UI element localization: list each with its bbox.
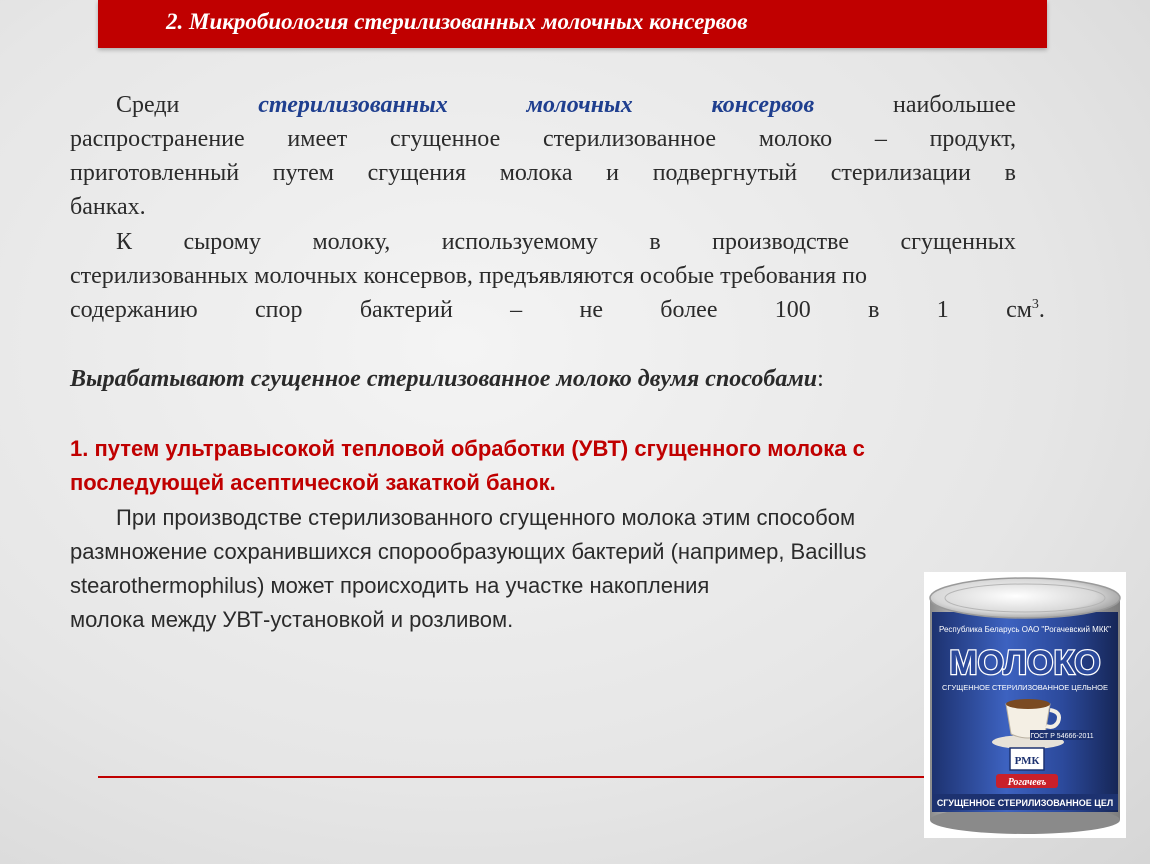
unit-label: см xyxy=(1006,297,1032,323)
word: и xyxy=(606,160,620,186)
word: стерилизации xyxy=(830,160,971,186)
word: сгущенных xyxy=(900,229,1016,255)
word: 100 xyxy=(774,297,811,323)
highlighted-term: молочных xyxy=(526,92,633,118)
paragraph1-line2 xyxy=(70,122,1016,156)
method1-line1: 1. путем ультравысокой тепловой обработки (УВТ) сгущенного молока с xyxy=(70,436,865,461)
word: производстве xyxy=(712,229,850,255)
word: продукт, xyxy=(929,126,1016,152)
footer-rule xyxy=(98,776,938,778)
word: сырому xyxy=(183,229,261,255)
word: имеет xyxy=(287,126,348,152)
rmk-logo-text: РМК xyxy=(1014,755,1040,767)
word: молоко xyxy=(758,126,833,152)
brand-banner-text: Рогачевъ xyxy=(1007,777,1047,788)
brand-wordmark: МОЛОКО xyxy=(949,644,1101,682)
highlighted-term: консервов xyxy=(711,92,815,118)
word: спор xyxy=(255,297,303,323)
paragraph2-line1 xyxy=(70,225,1016,259)
highlighted-term: стерилизованных xyxy=(258,92,448,118)
word: содержанию xyxy=(70,297,198,323)
maker-text: Республика Беларусь ОАО "Рогачевский МКК" xyxy=(939,625,1111,634)
word: наибольшее xyxy=(893,92,1016,118)
word: в xyxy=(649,229,661,255)
paragraph1-line4: банках. xyxy=(70,194,146,220)
word: стерилизованное xyxy=(542,126,717,152)
description-line3: stearothermophilus) может происходить на участке накопления xyxy=(70,573,710,598)
methods-heading-colon: : xyxy=(817,366,824,392)
word: используемому xyxy=(441,229,598,255)
word: сгущения xyxy=(367,160,466,186)
word: К xyxy=(116,229,133,255)
word: сгущенное xyxy=(389,126,501,152)
paragraph1-line1 xyxy=(70,88,1016,122)
unit-exponent: 3 xyxy=(1031,297,1039,312)
description-line2: размножение сохранившихся спорообразующих бактерий (например, Bacillus xyxy=(70,539,867,564)
word: – xyxy=(874,126,887,152)
title-bar xyxy=(98,0,1047,48)
condensed-milk-can-image xyxy=(924,572,1126,838)
paragraph2-line2: стерилизованных молочных консервов, предъявляются особые требования по xyxy=(70,263,868,289)
gost-text: ГОСТ Р 54666-2011 xyxy=(1030,733,1094,740)
word: приготовленный xyxy=(70,160,240,186)
paragraph2-line3 xyxy=(70,293,1045,327)
word: молоку, xyxy=(312,229,391,255)
methods-heading xyxy=(70,362,1016,396)
unit-cm3 xyxy=(1006,293,1045,327)
word: распространение xyxy=(70,126,245,152)
word: бактерий xyxy=(359,297,453,323)
method1-line2: последующей асептической закаткой банок. xyxy=(70,470,556,495)
can-illustration xyxy=(924,572,1126,838)
period: . xyxy=(1038,297,1045,323)
word: в xyxy=(868,297,880,323)
word: в xyxy=(1004,160,1016,186)
product-subtitle: СГУЩЕННОЕ СТЕРИЛИЗОВАННОЕ ЦЕЛЬНОЕ xyxy=(942,683,1108,692)
word: путем xyxy=(272,160,334,186)
bottom-band-text: СГУЩЕННОЕ СТЕРИЛИЗОВАННОЕ ЦЕЛ xyxy=(936,798,1114,808)
word: – xyxy=(510,297,523,323)
word: подвергнутый xyxy=(652,160,798,186)
description-line4: молока между УВТ-установкой и розливом. xyxy=(70,607,514,632)
methods-heading-text: Вырабатывают сгущенное стерилизованное молоко двумя способами xyxy=(70,366,818,392)
slide-title: 2. Микробиология стерилизованных молочных консервов xyxy=(166,9,748,34)
word: молока xyxy=(499,160,573,186)
description-line1: При производстве стерилизованного сгущенного молока этим способом xyxy=(116,505,856,530)
word: Среди xyxy=(116,92,180,118)
word: более xyxy=(660,297,718,323)
word: 1 xyxy=(936,297,949,323)
paragraph1-line3 xyxy=(70,156,1016,190)
word: не xyxy=(579,297,603,323)
